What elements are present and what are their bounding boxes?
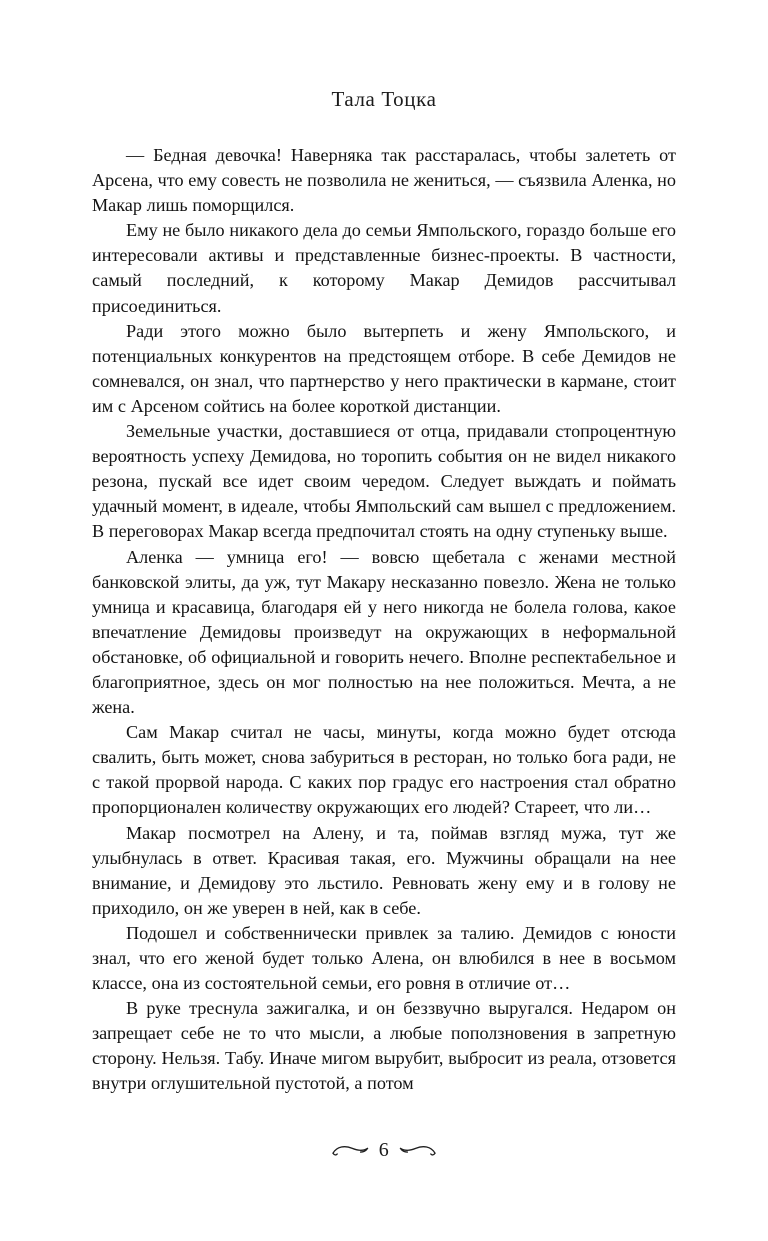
body-text-block <box>92 143 676 1097</box>
paragraph: Ему не было никакого дела до семьи Ямпольского, гораздо больше его интересовали активы и представленные бизнес-проекты. В частности, самый последний, к которому Макар Демидов рассчитывал присоединиться. <box>92 220 676 316</box>
page-number: 6 <box>378 1139 390 1161</box>
swash-flourish-right-icon <box>398 1142 438 1158</box>
paragraph: Аленка — умница его! — вовсю щебетала с женами местной банковской элиты, да уж, тут Макару несказанно повезло. Жена не только умница и красавица, благодаря ей у него никогда не болела голова, какое впечатление Демидовы произведут на окружающих в неформальной обстановке, об официальной и говорить нечего. Вполне респектабельное и благоприятное, здесь он мог полностью на нее положиться. Мечта, а не жена. <box>92 546 676 718</box>
running-head-title: Тала Тоцка <box>331 87 437 111</box>
swash-flourish-left-icon <box>330 1142 370 1158</box>
paragraph: Макар посмотрел на Алену, и та, поймав взгляд мужа, тут же улыбнулась в ответ. Красивая такая, его. Мужчины обращали на нее внимание, и Демидову это льстило. Ревновать жену ему и в голову не приходило, он же уверен в ней, как в себе. <box>92 822 676 918</box>
paragraph: Подошел и собственнически привлек за талию. Демидов с юности знал, что его женой будет только Алена, он влюбился в нее в восьмом классе, она из состоятельной семьи, его ровня в отличие от… <box>92 922 676 994</box>
paragraph: В руке треснула зажигалка, и он беззвучно выругался. Недаром он запрещает себе не то что мысли, а любые поползновения в запретную сторону. Нельзя. Табу. Иначе мигом вырубит, выбросит из реала, отзовется внутри оглушительной пустотой, а потом <box>92 998 676 1094</box>
paragraph: — Бедная девочка! Наверняка так расстаралась, чтобы залететь от Арсена, что ему совесть не позволила не жениться, — съязвила Аленка, но Макар лишь поморщился. <box>92 145 676 216</box>
paragraph: Сам Макар считал не часы, минуты, когда можно будет отсюда свалить, быть может, снова забуриться в ресторан, но только бога ради, не с такой прорвой народа. С каких пор градус его настроения стал обратно пропорционален количеству окружающих его людей? Стареет, что ли… <box>92 722 676 818</box>
paragraph: Земельные участки, доставшиеся от отца, придавали стопроцентную вероятность успеху Демидова, но торопить события он не видел никакого резона, пускай все идет своим чередом. Следует выждать и поймать удачный момент, в идеале, чтобы Ямпольский сам вышел с предложением. В переговорах Макар всегда предпочитал стоять на одну ступеньку выше. <box>92 421 676 542</box>
page-footer <box>0 1140 768 1160</box>
paragraph: Ради этого можно было вытерпеть и жену Ямпольского, и потенциальных конкурентов на предстоящем отборе. В себе Демидов не сомневался, он знал, что партнерство у него практически в кармане, стоит им с Арсеном сойтись на более короткой дистанции. <box>92 320 676 416</box>
